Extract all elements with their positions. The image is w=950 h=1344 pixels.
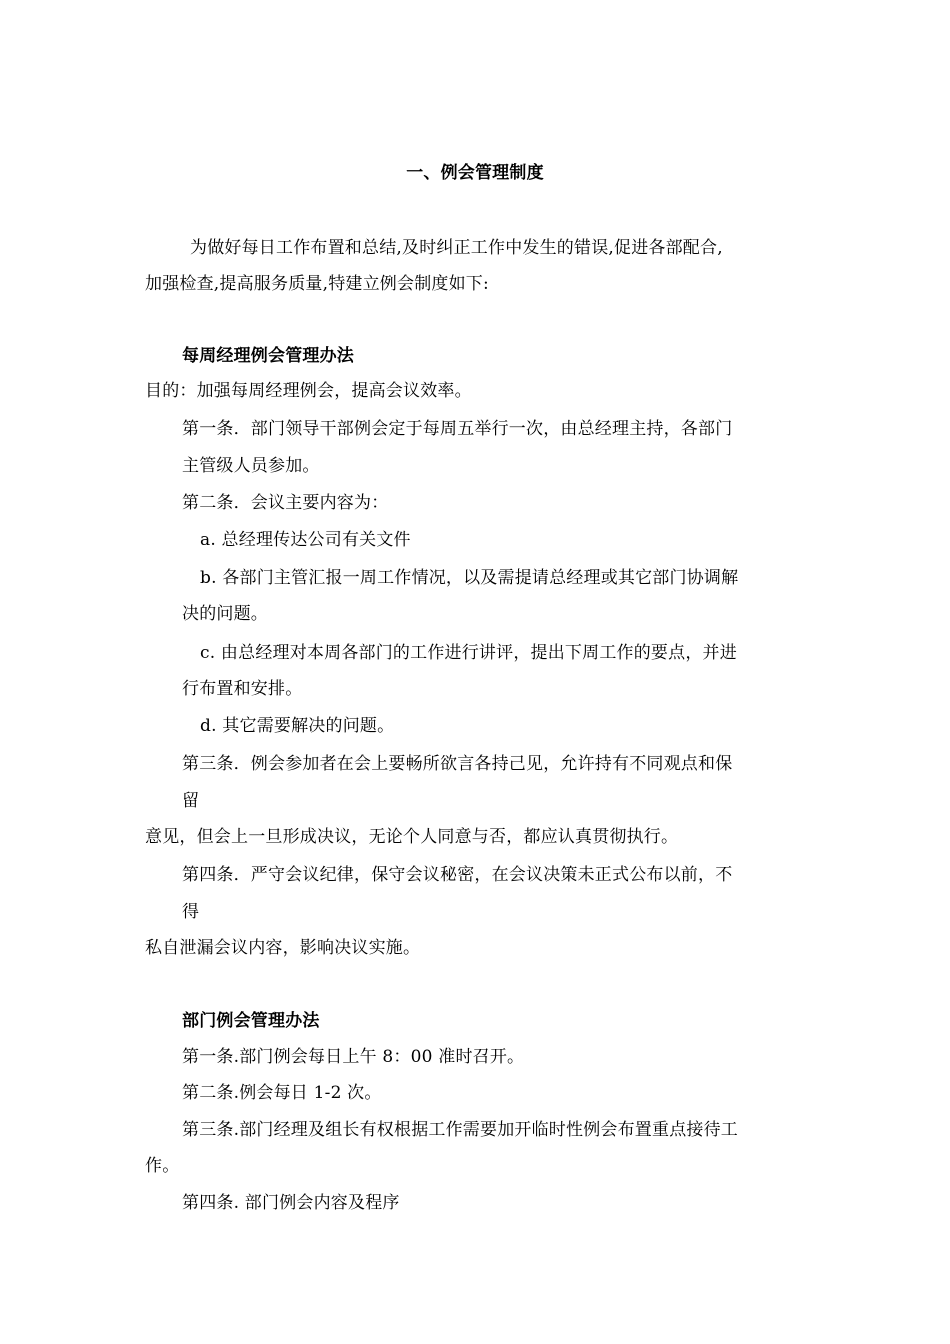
section1-line: 决的问题。 (182, 604, 268, 624)
section1-line: d. 其它需要解决的问题。 (200, 716, 395, 736)
section1-line: 行布置和安排。 (182, 679, 303, 699)
section1-line: 私自泄漏会议内容，影响决议实施。 (145, 938, 421, 958)
section1-purpose: 目的：加强每周经理例会，提高会议效率。 (145, 381, 472, 401)
section1-line: 主管级人员参加。 (182, 456, 320, 476)
section1-line: b. 各部门主管汇报一周工作情况，以及需提请总经理或其它部门协调解 (200, 568, 739, 588)
section1-line: a. 总经理传达公司有关文件 (200, 530, 411, 550)
section2-line: 作。 (145, 1156, 180, 1176)
section1-line: 留 (182, 791, 200, 811)
section1-line: 意见，但会上一旦形成决议，无论个人同意与否，都应认真贯彻执行。 (145, 827, 679, 847)
section1-line: 第一条．部门领导干部例会定于每周五举行一次，由总经理主持，各部门 (182, 419, 733, 439)
section2-heading: 部门例会管理办法 (182, 1011, 320, 1031)
intro-line-2: 加强检查,提高服务质量,特建立例会制度如下: (145, 274, 489, 294)
section1-heading: 每周经理例会管理办法 (182, 346, 354, 366)
section1-line: 第四条．严守会议纪律，保守会议秘密，在会议决策未正式公布以前，不 (182, 865, 733, 885)
section2-line: 第一条.部门例会每日上午 8：00 准时召开。 (182, 1047, 525, 1067)
section1-line: 第二条．会议主要内容为： (182, 493, 389, 513)
document-title: 一、例会管理制度 (406, 163, 544, 183)
section2-line: 第四条. 部门例会内容及程序 (182, 1193, 400, 1213)
section2-line: 第二条.例会每日 1-2 次。 (182, 1083, 382, 1103)
section1-line: 得 (182, 902, 200, 922)
section2-line: 第三条.部门经理及组长有权根据工作需要加开临时性例会布置重点接待工 (182, 1120, 739, 1140)
section1-line: c. 由总经理对本周各部门的工作进行讲评，提出下周工作的要点，并进 (200, 643, 737, 663)
section1-line: 第三条．例会参加者在会上要畅所欲言各持己见，允许持有不同观点和保 (182, 754, 733, 774)
intro-line-1: 为做好每日工作布置和总结,及时纠正工作中发生的错误,促进各部配合, (190, 238, 723, 258)
